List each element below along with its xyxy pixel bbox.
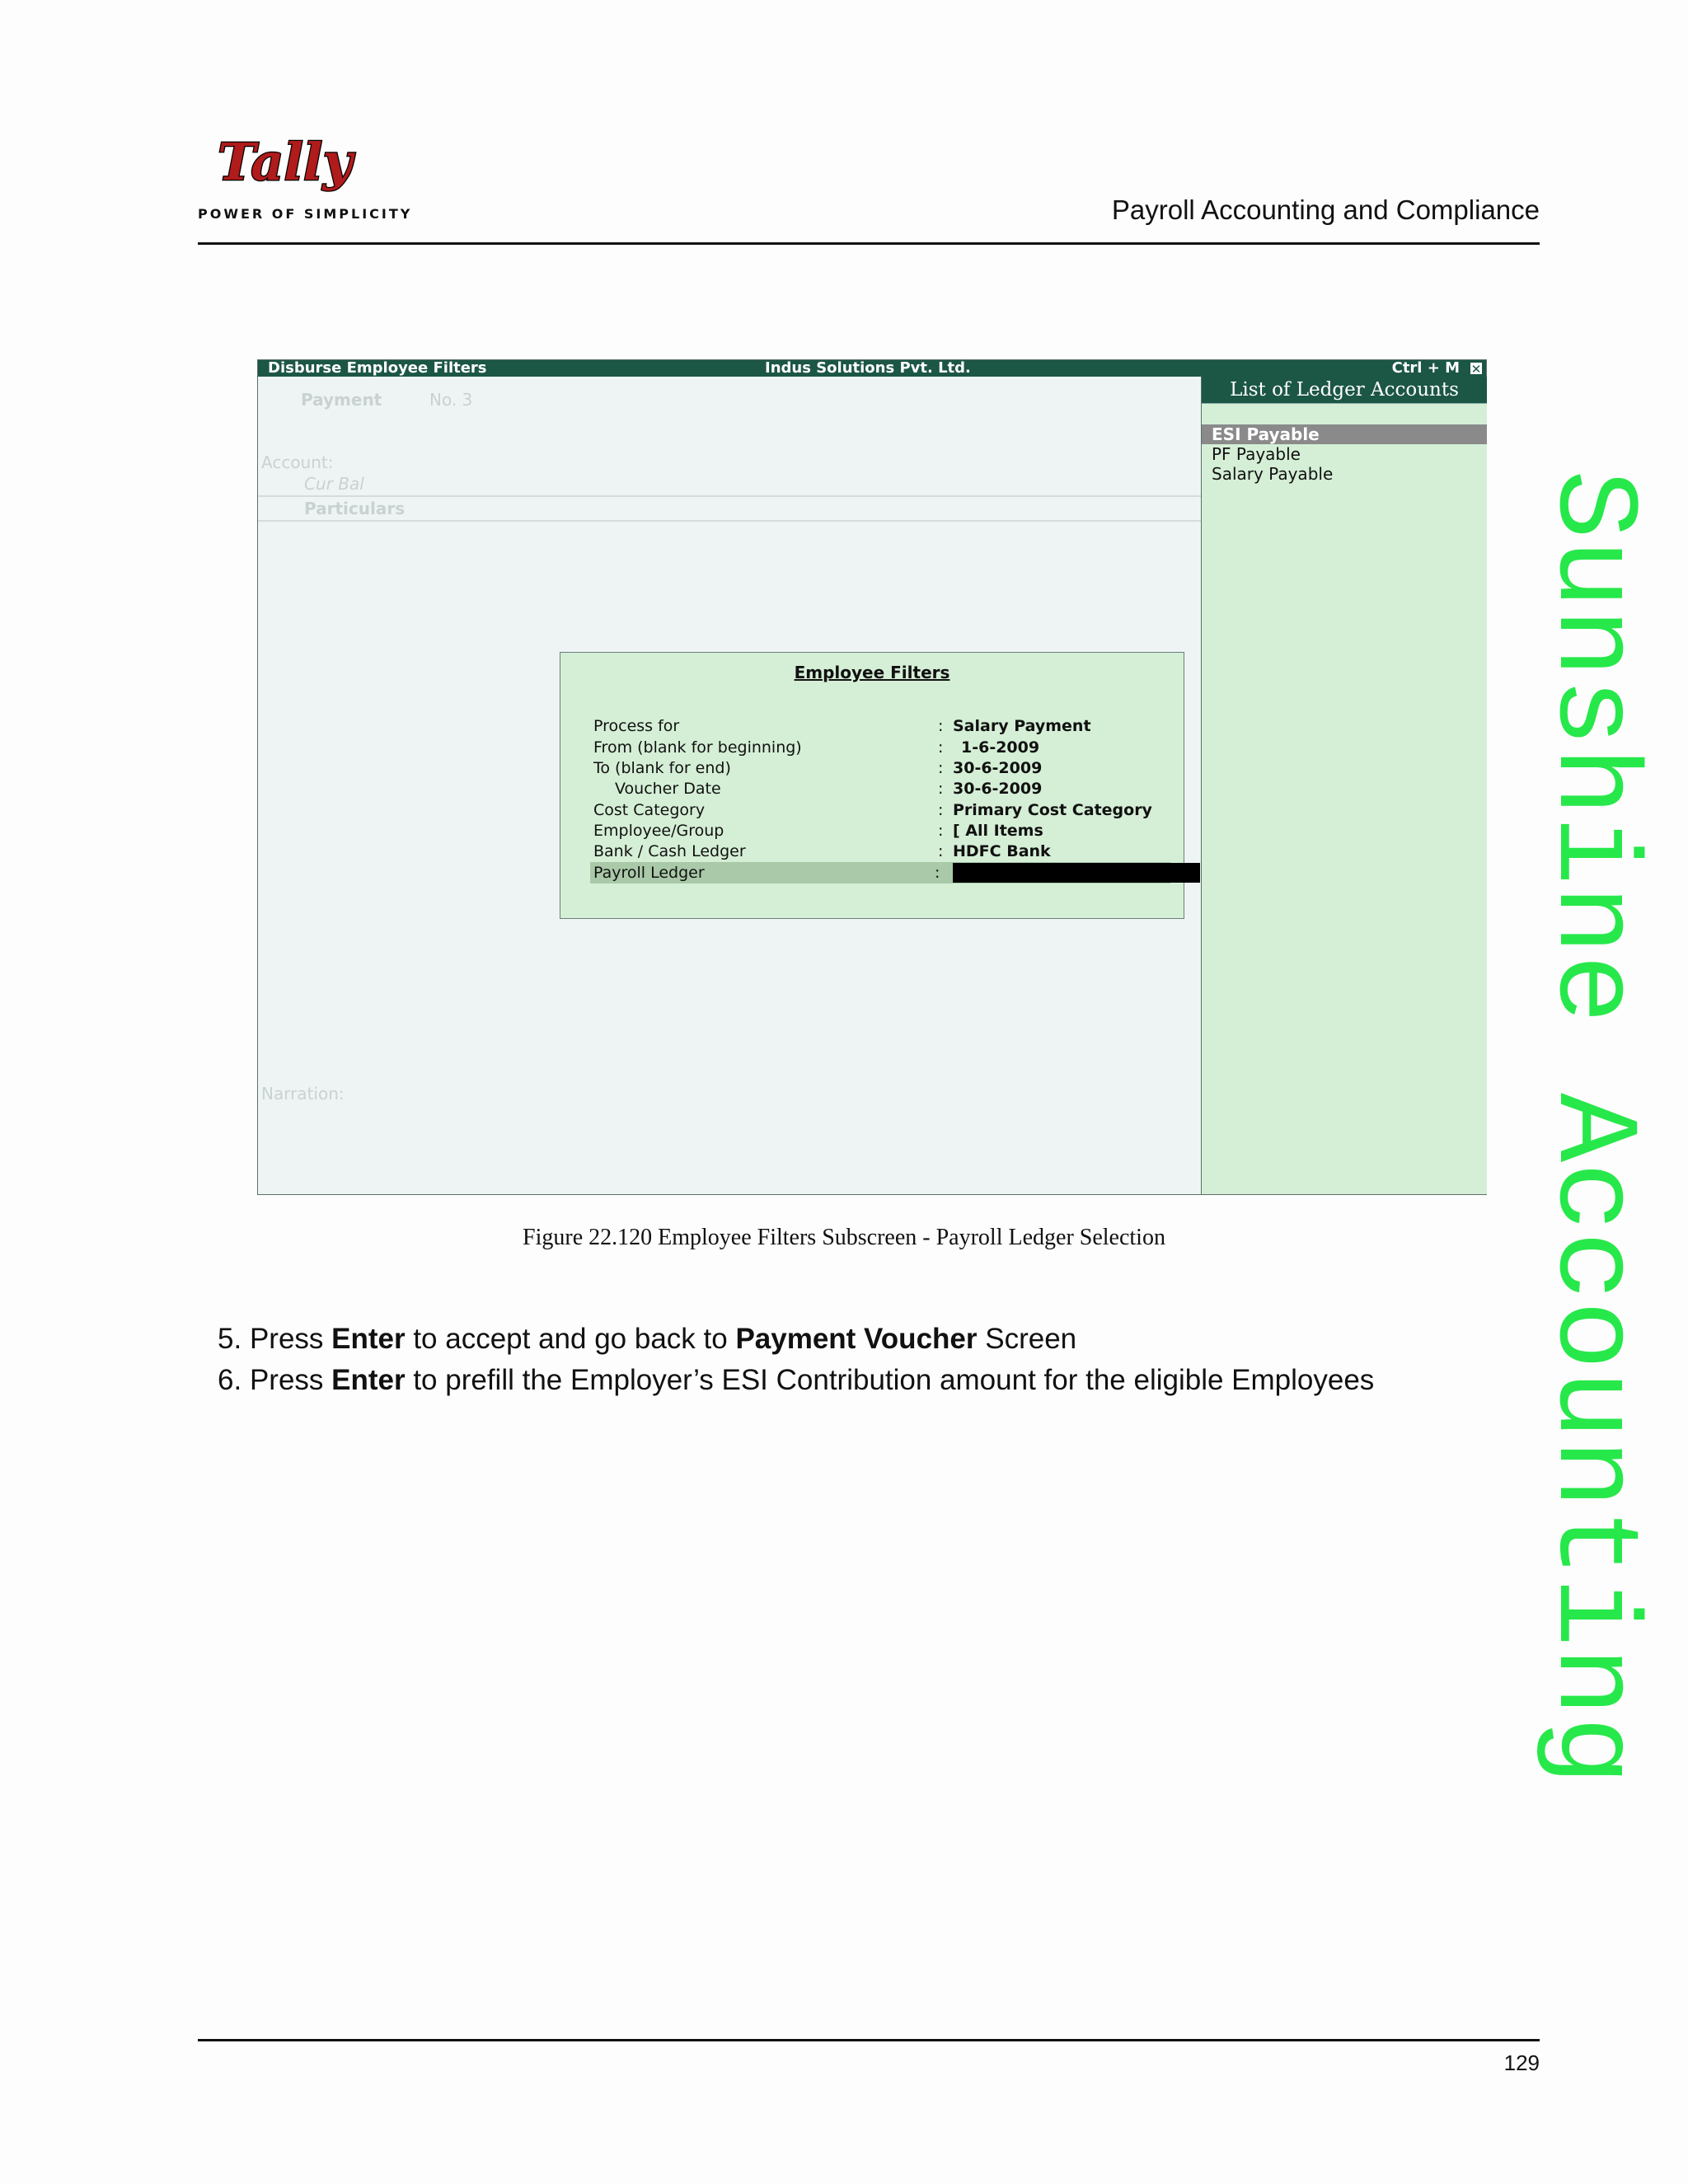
filter-label: From (blank for beginning) xyxy=(593,738,802,757)
filter-label: Cost Category xyxy=(593,801,706,819)
narration-label: Narration: xyxy=(261,1084,345,1104)
filter-colon: : xyxy=(935,864,940,882)
filter-colon: : xyxy=(938,717,944,735)
watermark: Sunshine Accounting xyxy=(1526,470,1657,1786)
screen-title: Disburse Employee Filters xyxy=(268,359,487,377)
filter-colon: : xyxy=(938,801,944,819)
instruction-list xyxy=(218,1319,1374,1401)
page-number: 129 xyxy=(1503,2050,1540,2075)
ledger-list-panel xyxy=(1201,377,1487,1194)
payroll-ledger-input[interactable] xyxy=(953,863,1200,883)
step-text: to prefill the Employer’s ESI Contribution amount for the eligible Employees xyxy=(405,1364,1375,1396)
dialog-title: Employee Filters xyxy=(794,663,950,682)
step-text: to accept and go back to xyxy=(405,1323,736,1355)
step-key: Payment Voucher xyxy=(735,1323,978,1355)
step-text: Screen xyxy=(977,1323,1077,1355)
account-label: Account: xyxy=(261,452,334,472)
ledger-item-salary-payable[interactable]: Salary Payable xyxy=(1212,464,1334,484)
step-key: Enter xyxy=(331,1323,406,1355)
filter-value[interactable]: 30-6-2009 xyxy=(953,759,1043,777)
divider xyxy=(1202,403,1487,404)
footer-divider xyxy=(198,2039,1540,2041)
figure-caption: Figure 22.120 Employee Filters Subscreen - Payroll Ledger Selection xyxy=(523,1225,1165,1250)
instruction-step xyxy=(218,1319,1374,1360)
filter-value[interactable]: Salary Payment xyxy=(953,717,1091,735)
filter-label: Voucher Date xyxy=(615,780,721,798)
header-divider xyxy=(198,242,1540,245)
ledger-item-esi-payable[interactable]: ESI Payable xyxy=(1202,424,1487,444)
filter-row-payroll-ledger[interactable] xyxy=(590,862,1170,883)
voucher-type: Payment xyxy=(301,390,382,410)
logo-tagline: POWER OF SIMPLICITY xyxy=(198,206,413,222)
filter-value[interactable]: Primary Cost Category xyxy=(953,801,1152,819)
company-name: Indus Solutions Pvt. Ltd. xyxy=(765,359,971,377)
step-number: 5. xyxy=(218,1323,242,1355)
filter-value[interactable]: 30-6-2009 xyxy=(953,780,1043,798)
filter-row-voucher-date[interactable] xyxy=(593,778,1170,799)
filter-label: Payroll Ledger xyxy=(593,864,705,882)
filter-row-to[interactable] xyxy=(593,757,1170,779)
step-text: Press xyxy=(249,1364,332,1396)
filter-label: To (blank for end) xyxy=(593,759,731,777)
tally-logo-mark xyxy=(214,132,353,198)
step-text: Press xyxy=(249,1323,332,1355)
step-key: Enter xyxy=(331,1364,406,1396)
filter-colon: : xyxy=(938,738,944,757)
divider xyxy=(258,495,1201,497)
employee-filters-dialog xyxy=(560,652,1184,919)
filter-value[interactable]: [ All Items xyxy=(953,822,1043,840)
title-bar xyxy=(258,360,1486,377)
filter-value[interactable]: 1-6-2009 xyxy=(961,738,1040,757)
filter-label: Employee/Group xyxy=(593,822,724,840)
ledger-item-pf-payable[interactable]: PF Payable xyxy=(1212,444,1301,464)
filter-label: Bank / Cash Ledger xyxy=(593,842,746,860)
filter-colon: : xyxy=(938,759,944,777)
particulars-label: Particulars xyxy=(304,499,406,518)
ledger-list-title: List of Ledger Accounts xyxy=(1202,377,1487,403)
instruction-step xyxy=(218,1360,1374,1401)
filter-row-bank-cash-ledger[interactable] xyxy=(593,841,1170,862)
filter-value[interactable]: HDFC Bank xyxy=(953,842,1051,860)
filter-colon: : xyxy=(938,842,944,860)
filter-colon: : xyxy=(938,780,944,798)
shortcut-hint: Ctrl + M xyxy=(1391,359,1460,377)
filter-row-cost-category[interactable] xyxy=(593,799,1170,821)
svg-text:Tally: Tally xyxy=(218,132,353,192)
section-title: Payroll Accounting and Compliance xyxy=(1111,194,1540,225)
filter-colon: : xyxy=(938,822,944,840)
tally-screenshot xyxy=(257,359,1487,1195)
cur-bal-label: Cur Bal xyxy=(304,474,364,494)
divider xyxy=(258,520,1201,522)
filter-row-from[interactable] xyxy=(593,737,1170,758)
filter-label: Process for xyxy=(593,717,680,735)
filter-row-employee-group[interactable] xyxy=(593,820,1170,841)
close-icon[interactable]: ✕ xyxy=(1470,362,1482,377)
voucher-number: No. 3 xyxy=(429,390,473,410)
filter-row-process-for[interactable] xyxy=(593,715,1170,737)
step-number: 6. xyxy=(218,1364,242,1396)
tally-logo xyxy=(198,132,413,224)
